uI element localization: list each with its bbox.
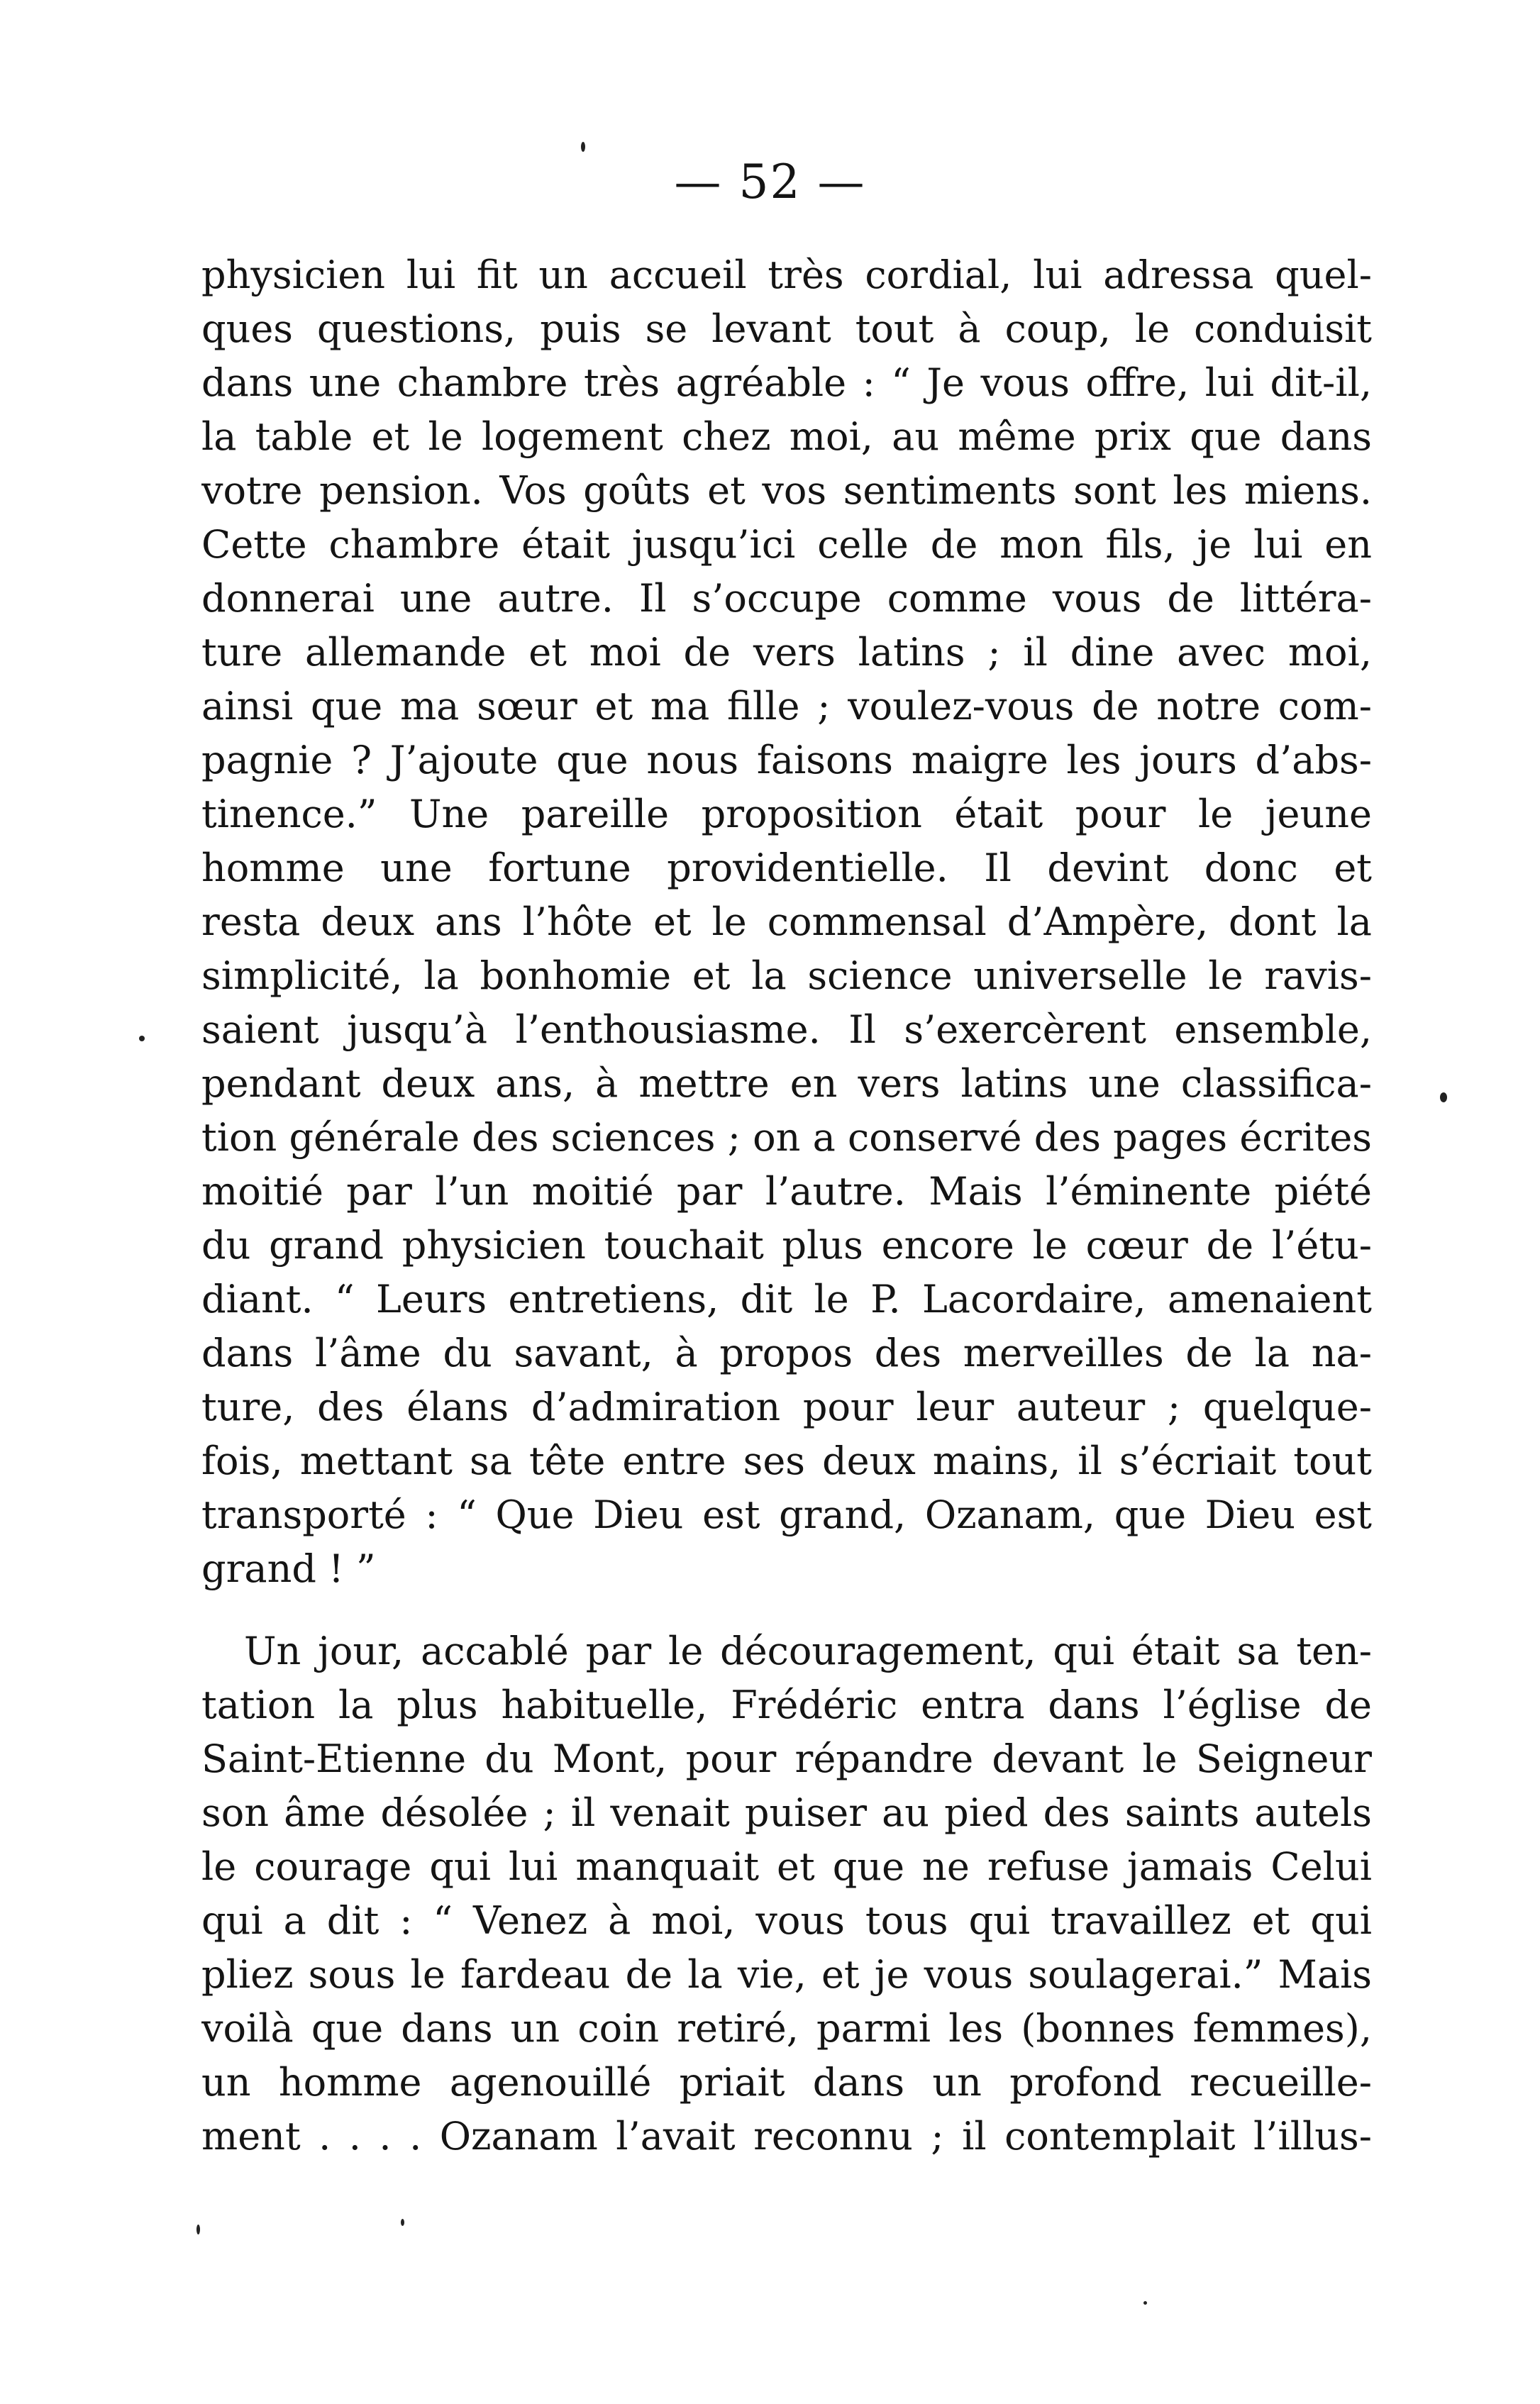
text-line: ques questions, puis se levant tout à coup, le conduisit	[201, 306, 1372, 351]
print-speck	[1440, 1092, 1447, 1102]
text-line: tion générale des sciences ; on a conservé des pages écrites	[201, 1115, 1372, 1160]
text-line: transporté : “ Que Dieu est grand, Ozanam, que Dieu est	[201, 1492, 1372, 1537]
text-line: Saint-Etienne du Mont, pour répandre devant le Seigneur	[201, 1736, 1372, 1781]
text-line: Cette chambre était jusqu’ici celle de mon fils, je lui en	[201, 522, 1372, 567]
print-speck	[196, 2225, 200, 2234]
text-line: voilà que dans un coin retiré, parmi les (bonnes femmes),	[201, 2006, 1372, 2051]
text-line: pliez sous le fardeau de la vie, et je vous soulagerai.” Mais	[201, 1952, 1372, 1997]
text-line: du grand physicien touchait plus encore le cœur de l’étu-	[201, 1223, 1372, 1268]
paragraph-1	[201, 248, 1372, 1596]
text-line: dans l’âme du savant, à propos des merveilles de la na-	[201, 1331, 1372, 1375]
text-line: qui a dit : “ Venez à moi, vous tous qui travaillez et qui	[201, 1898, 1372, 1943]
print-speck	[139, 1036, 145, 1041]
text-line: resta deux ans l’hôte et le commensal d’Ampère, dont la	[201, 899, 1372, 944]
text-line: tation la plus habituelle, Frédéric entra dans l’église de	[201, 1683, 1372, 1727]
text-line: donnerai une autre. Il s’occupe comme vous de littéra-	[201, 576, 1372, 621]
text-line: la table et le logement chez moi, au même prix que dans	[201, 414, 1372, 459]
text-line: diant. “ Leurs entretiens, dit le P. Lacordaire, amenaient	[201, 1277, 1372, 1322]
paragraph-2	[201, 1624, 1372, 2164]
text-line: pagnie ? J’ajoute que nous faisons maigre les jours d’abs-	[201, 738, 1372, 782]
text-line: tinence.” Une pareille proposition était pour le jeune	[201, 792, 1372, 836]
text-line: fois, mettant sa tête entre ses deux mains, il s’écriait tout	[201, 1439, 1372, 1483]
text-line: dans une chambre très agréable : “ Je vous offre, lui dit-il,	[201, 360, 1372, 405]
print-speck	[401, 2219, 404, 2226]
text-line: simplicité, la bonhomie et la science universelle le ravis-	[201, 953, 1372, 998]
text-line: physicien lui fit un accueil très cordial, lui adressa quel-	[201, 253, 1372, 297]
text-line: pendant deux ans, à mettre en vers latins une classifica-	[201, 1061, 1372, 1106]
text-line: ainsi que ma sœur et ma fille ; voulez-vous de notre com-	[201, 684, 1372, 729]
text-line: Un jour, accablé par le découragement, qui était sa ten-	[244, 1629, 1372, 1673]
print-speck	[1143, 2301, 1147, 2305]
text-line: saient jusqu’à l’enthousiasme. Il s’exercèrent ensemble,	[201, 1007, 1372, 1052]
text-line: ture, des élans d’admiration pour leur auteur ; quelque-	[201, 1385, 1372, 1429]
text-line: le courage qui lui manquait et que ne refuse jamais Celui	[201, 1844, 1372, 1889]
text-line: ment . . . . Ozanam l’avait reconnu ; il contemplait l’illus-	[201, 2114, 1372, 2159]
text-line: moitié par l’un moitié par l’autre. Mais l’éminente piété	[201, 1169, 1372, 1214]
page-number: — 52 —	[674, 155, 866, 209]
print-speck	[581, 142, 585, 152]
text-line: homme une fortune providentielle. Il devint donc et	[201, 846, 1372, 890]
text-line: ture allemande et moi de vers latins ; il dine avec moi,	[201, 630, 1372, 675]
text-line: grand ! ”	[201, 1546, 376, 1591]
text-line: votre pension. Vos goûts et vos sentiments sont les miens.	[201, 468, 1372, 513]
text-line: un homme agenouillé priait dans un profond recueille-	[201, 2060, 1372, 2105]
text-line: son âme désolée ; il venait puiser au pied des saints autels	[201, 1790, 1372, 1835]
